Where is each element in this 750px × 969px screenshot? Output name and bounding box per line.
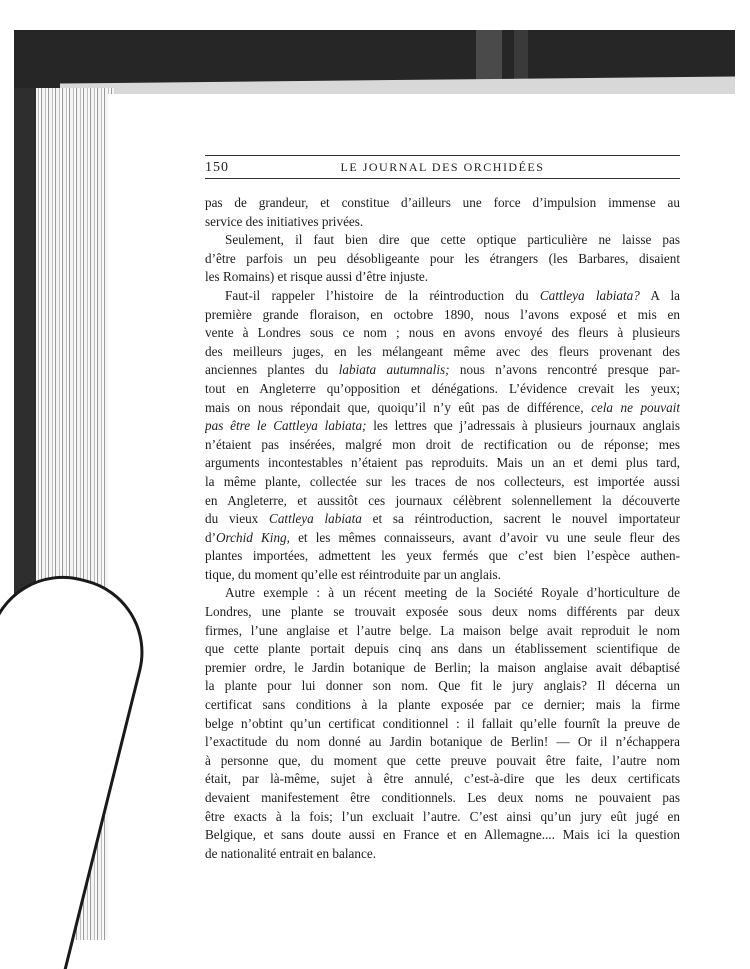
- text-line: [205, 696, 680, 715]
- text-line: [205, 752, 680, 771]
- text-run: tique, du moment qu’elle est réintroduite par un anglais.: [205, 566, 501, 582]
- text-run: l’exactitude du nom donné au Jardin botanique de Berlin! — Or il n’échappera: [205, 734, 680, 750]
- running-header: [205, 155, 680, 179]
- text-run: firmes, l’une anglaise et l’autre belge. La maison belge avait reproduit le nom: [205, 622, 680, 638]
- text-run: du vieux: [205, 511, 270, 527]
- text-run: Londres, une plante se trouvait exposée sous deux noms différents par deux: [205, 604, 680, 620]
- text-line: [205, 454, 680, 473]
- text-run: première grande floraison, en octobre 1890, nous l’avons exposé et mis en: [205, 306, 680, 322]
- page-number: 150: [205, 160, 229, 175]
- text-line: [205, 492, 680, 511]
- text-run: tout en Angleterre qu’opposition et dénégations. L’évidence crevait les yeux;: [205, 380, 680, 396]
- text-run: plantes importées, admettent les yeux fermés que c’est bien l’espèce authen-: [205, 548, 680, 564]
- italic-text: cela ne pouvait: [591, 399, 680, 415]
- text-run: les Romains) et risque aussi d’être injuste.: [205, 269, 429, 285]
- text-line: [205, 510, 680, 529]
- text-line: [205, 622, 680, 641]
- text-run: et sa réintroduction, sacrent le nouvel importateur: [361, 511, 680, 527]
- body-text: [205, 194, 680, 863]
- text-run: premier ordre, le Jardin botanique de Berlin; la maison anglaise avait débaptisé: [205, 659, 680, 675]
- text-run: d’: [205, 529, 216, 545]
- text-run: arguments incontestables n’étaient pas reproduits. Mais un an et demi plus tard,: [205, 455, 680, 471]
- text-line: [205, 231, 680, 250]
- text-run: que cette plante portait depuis cinq ans dans un établissement scientifique de: [205, 641, 680, 657]
- text-line: [205, 826, 680, 845]
- text-line: [205, 640, 680, 659]
- text-line: [205, 380, 680, 399]
- italic-text: Cattleya labiata: [269, 511, 362, 527]
- text-run: et les mêmes connaisseurs, avant d’avoir vu une seule fleur des: [289, 529, 680, 545]
- text-line: [205, 808, 680, 827]
- text-line: [205, 287, 680, 306]
- text-run: belge n’obtint qu’un certificat conditionnel : il fallait qu’elle fournît la preuve de: [205, 715, 680, 731]
- text-line: [205, 361, 680, 380]
- text-line: [205, 306, 680, 325]
- running-title: LE JOURNAL DES ORCHIDÉES: [340, 160, 545, 174]
- text-line: [205, 733, 680, 752]
- text-run: certificat sans conditions à la plante exposée par ce dernier; mais la firme: [205, 697, 680, 713]
- text-line: [205, 324, 680, 343]
- text-run: pas de grandeur, et constitue d’ailleurs une force d’impulsion immense au: [205, 195, 680, 210]
- text-run: anciennes plantes du: [205, 362, 339, 378]
- text-run: Autre exemple : à un récent meeting de la Société Royale d’horticulture de: [225, 585, 680, 601]
- italic-text: Cattleya labiata?: [539, 287, 640, 303]
- text-line: [205, 213, 680, 232]
- text-run: mais on nous répondait que, quoiqu’il n’y eût pas de différence,: [205, 399, 592, 415]
- text-run: devaient manifestement être conditionnels. Les deux noms ne pouvaient pas: [205, 790, 680, 805]
- text-run: la même plante, collectée sur les traces de nos collecteurs, est importée aussi: [205, 473, 680, 489]
- text-line: [205, 473, 680, 492]
- text-run: d’être parfois un peu désobligeante pour les étrangers (les Barbares, disaient: [205, 250, 680, 266]
- text-line: [205, 584, 680, 603]
- text-line: [205, 770, 680, 789]
- text-line: [205, 566, 680, 585]
- text-run: Seulement, il faut bien dire que cette optique particulière ne laisse pas: [225, 232, 680, 248]
- italic-text: pas être le Cattleya labiata;: [205, 418, 367, 434]
- italic-text: labiata autumnalis;: [338, 362, 450, 378]
- text-run: service des initiatives privées.: [205, 213, 364, 229]
- text-run: des meilleurs juges, en les mélangeant même avec des fleurs provenant des: [205, 343, 680, 359]
- text-line: [205, 268, 680, 287]
- text-line: [205, 417, 680, 436]
- text-run: de nationalité entrait en balance.: [205, 845, 376, 861]
- text-line: [205, 529, 680, 548]
- text-run: était, par là-même, sujet à être annulé, c’est-à-dire que les deux certificats: [205, 771, 680, 787]
- text-line: [205, 436, 680, 455]
- text-line: [205, 194, 680, 213]
- text-run: à personne que, du moment que cette preuve pouvait être faite, l’autre nom: [205, 752, 680, 768]
- text-run: Belgique, et sans doute aussi en France et en Allemagne.... Mais ici la question: [205, 827, 680, 843]
- text-run: nous n’avons rencontré presque par-: [449, 362, 680, 378]
- text-line: [205, 715, 680, 734]
- text-run: vente à Londres sous ce nom ; nous en avons envoyé des fleurs à plusieurs: [205, 325, 680, 341]
- italic-text: Orchid King,: [216, 529, 290, 545]
- text-line: [205, 603, 680, 622]
- text-run: les lettres que j’adressais à plusieurs journaux anglais: [366, 418, 680, 434]
- text-line: [205, 677, 680, 696]
- text-run: A la: [639, 287, 680, 303]
- text-line: [205, 659, 680, 678]
- text-line: [205, 250, 680, 269]
- text-run: être exacts à la fois; l’un excluait l’autre. C’est ainsi qu’un jury eût jugé en: [205, 808, 680, 824]
- text-run: en Angleterre, et aussitôt ces journaux célèbrent solennellement la découverte: [205, 492, 680, 508]
- text-line: [205, 343, 680, 362]
- text-run: Faut-il rappeler l’histoire de la réintroduction du: [225, 287, 540, 303]
- text-line: [205, 399, 680, 418]
- text-run: la plante pour lui donner son nom. Que fit le jury anglais? Il décerna un: [205, 678, 680, 694]
- text-line: [205, 845, 680, 864]
- text-line: [205, 547, 680, 566]
- text-line: [205, 789, 680, 808]
- text-run: n’étaient pas insérées, malgré mon droit de rectification ou de réponse; mes: [205, 436, 680, 452]
